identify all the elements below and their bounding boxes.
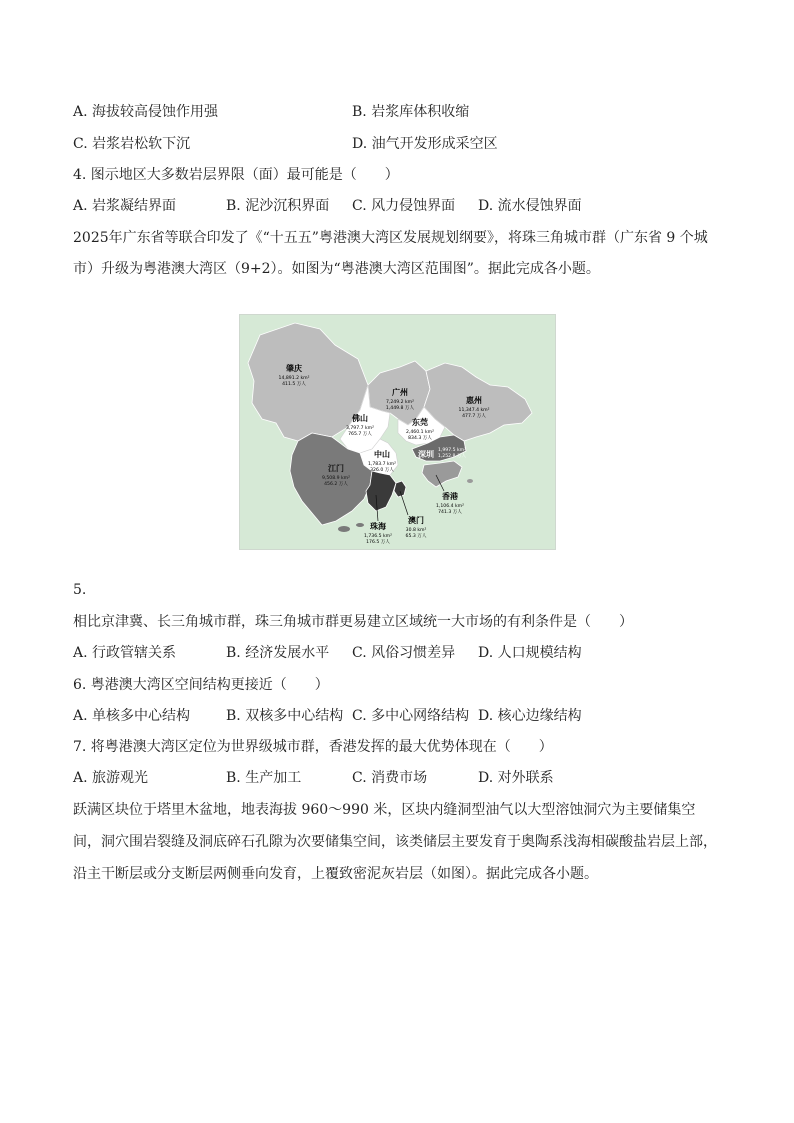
label-zhuhai: 珠海: [370, 522, 386, 531]
q5-option-d: D. 人口规模结构: [478, 645, 582, 661]
q5-option-c: C. 风俗习惯差异: [352, 645, 456, 661]
stat-foshan-pop: 765.7 万人: [348, 432, 372, 437]
label-dongguan: 东莞: [412, 418, 428, 427]
q5-option-a: A. 行政管辖关系: [73, 645, 177, 661]
q7-option-d: D. 对外联系: [478, 770, 554, 786]
stat-zhaoqing-pop: 411.5 万人: [282, 382, 306, 387]
q5-option-b: B. 经济发展水平: [226, 645, 330, 661]
q4-option-c: C. 风力侵蚀界面: [352, 198, 456, 214]
stat-dongguan-pop: 834.3 万人: [408, 436, 432, 441]
q4-option-b: B. 泥沙沉积界面: [226, 198, 330, 214]
stat-huizhou-pop: 477.7 万人: [462, 414, 486, 419]
label-hongkong: 香港: [442, 492, 458, 501]
stat-guangzhou-pop: 1,449.8 万人: [385, 406, 415, 411]
stat-zhuhai-pop: 176.5 万人: [366, 540, 390, 545]
stat-shenzhen-area: 1,997.5 km²: [438, 448, 466, 453]
q6-option-b: B. 双核多中心结构: [226, 708, 344, 724]
q4-stem: 4. 图示地区大多数岩层界限（面）最可能是（ ）: [73, 167, 399, 183]
label-huizhou: 惠州: [466, 396, 482, 405]
stat-zhongshan-area: 1,783.7 km²: [368, 462, 396, 467]
q3-option-c: C. 岩浆岩松软下沉: [73, 136, 191, 152]
stat-zhuhai-area: 1,736.5 km²: [364, 534, 392, 539]
q6-option-c: C. 多中心网络结构: [352, 708, 470, 724]
stat-hongkong-area: 1,106.4 km²: [436, 504, 464, 509]
q4-option-a: A. 岩浆凝结界面: [73, 198, 177, 214]
q6-option-a: A. 单核多中心结构: [73, 708, 191, 724]
q5-stem: 相比京津冀、长三角城市群，珠三角城市群更易建立区域统一大市场的有利条件是（ ）: [73, 614, 633, 630]
q7-option-b: B. 生产加工: [226, 770, 302, 786]
label-shenzhen: 深圳: [418, 450, 434, 459]
label-guangzhou: 广州: [392, 388, 408, 397]
gba-map-figure: [239, 314, 556, 550]
stat-zhaoqing-area: 14,891.2 km²: [278, 376, 310, 381]
q6-stem: 6. 粤港澳大湾区空间结构更接近（ ）: [73, 677, 329, 693]
stat-dongguan-area: 2,460.1 km²: [406, 430, 434, 435]
label-zhaoqing: 肇庆: [286, 364, 302, 373]
island-shape: [338, 526, 350, 532]
q3-option-a: A. 海拔较高侵蚀作用强: [73, 104, 219, 120]
stat-foshan-area: 3,797.7 km²: [346, 426, 374, 431]
gba-map-svg: [240, 315, 555, 549]
label-macau: 澳门: [408, 516, 424, 525]
stat-macau-pop: 65.3 万人: [405, 534, 427, 539]
gba-intro-line1: 2025年广东省等联合印发了《“十五五”粤港澳大湾区发展规划纲要》，将珠三角城市群（广东省 9 个城: [73, 230, 708, 246]
yuemanxi-intro: 跃满区块位于塔里木盆地，地表海拔 960～990 米，区块内缝洞型油气以大型溶蚀洞穴为主要储集空间，洞穴围岩裂缝及洞底碎石孔隙为次要储集空间，该类储层主要发育于奥陶系浅海相碳酸盐岩层上部，沿主干断层或分支断层两侧垂向发育，上覆致密泥灰岩层（如图）。据此完成各小题。: [73, 802, 717, 882]
island-shape: [356, 523, 364, 527]
q3-option-b: B. 岩浆库体积收缩: [352, 104, 470, 120]
stat-zhongshan-pop: 326.0 万人: [370, 468, 394, 473]
stat-guangzhou-area: 7,249.2 km²: [386, 400, 414, 405]
island-shape: [467, 479, 473, 483]
label-jiangmen: 江门: [328, 464, 344, 473]
stat-jiangmen-pop: 456.2 万人: [324, 482, 348, 487]
q3-option-d: D. 油气开发形成采空区: [352, 136, 498, 152]
q7-stem: 7. 将粤港澳大湾区定位为世界级城市群，香港发挥的最大优势体现在（ ）: [73, 739, 553, 755]
stat-macau-area: 30.8 km²: [405, 528, 427, 533]
q7-option-a: A. 旅游观光: [73, 770, 149, 786]
q7-option-c: C. 消费市场: [352, 770, 428, 786]
label-zhongshan: 中山: [374, 450, 390, 459]
gba-intro-line2: 市）升级为粤港澳大湾区（9+2）。如图为“粤港澳大湾区范围图”。据此完成各小题。: [73, 261, 600, 277]
label-foshan: 佛山: [352, 414, 368, 423]
stat-shenzhen-pop: 1,252.8 万人: [437, 454, 467, 459]
q4-option-d: D. 流水侵蚀界面: [478, 198, 582, 214]
stat-jiangmen-area: 9,508.9 km²: [322, 476, 350, 481]
stat-huizhou-area: 11,347.4 km²: [458, 408, 490, 413]
q5-number: 5.: [73, 582, 87, 598]
stat-hongkong-pop: 741.3 万人: [438, 510, 462, 515]
q6-option-d: D. 核心边缘结构: [478, 708, 582, 724]
